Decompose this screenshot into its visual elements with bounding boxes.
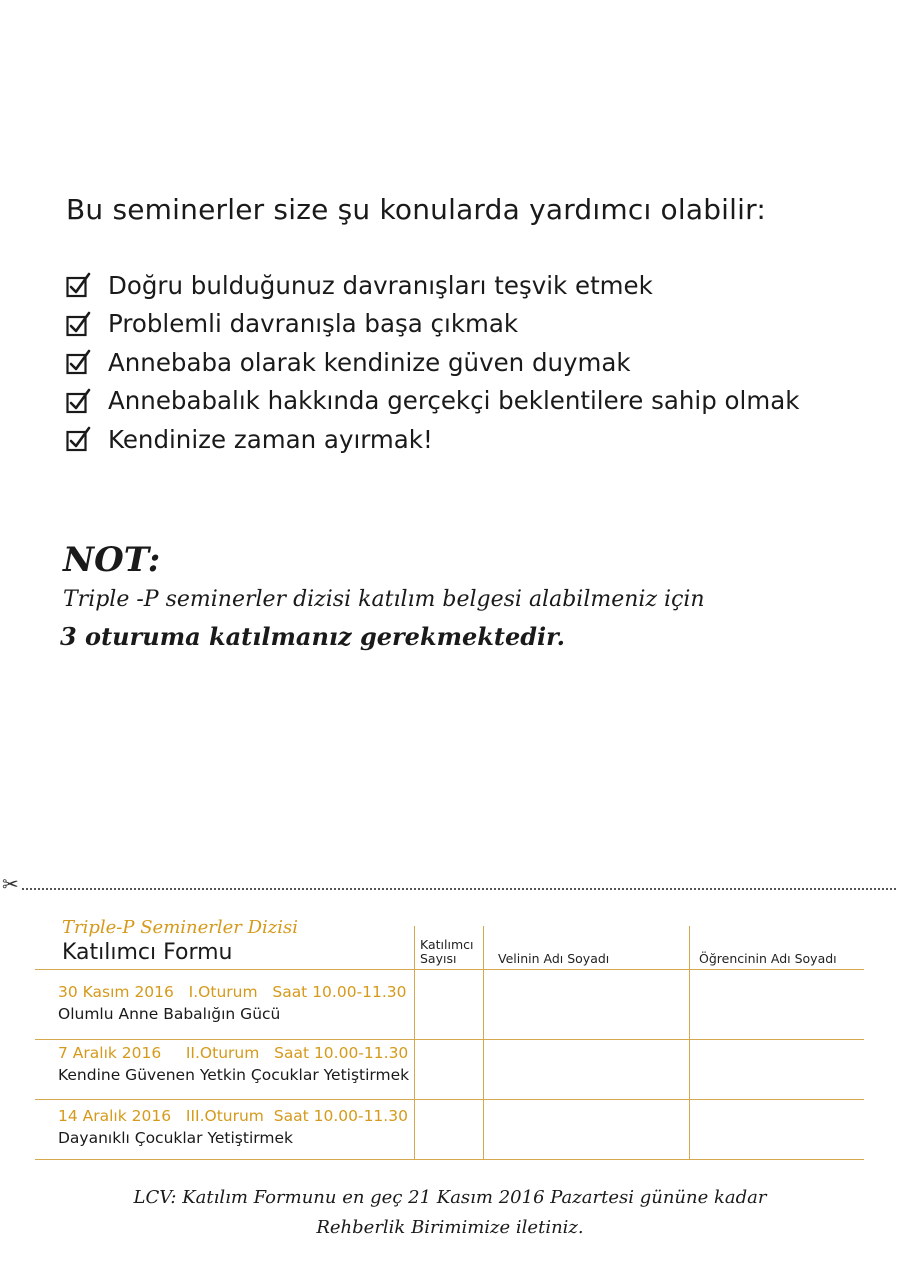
session-title: Kendine Güvenen Yetkin Çocuklar Yetiştirmek bbox=[58, 1066, 410, 1084]
checkbox-checked-icon bbox=[66, 272, 92, 298]
cut-line bbox=[22, 888, 896, 890]
form-title: Katılımcı Formu bbox=[62, 940, 233, 965]
benefits-list bbox=[66, 266, 799, 459]
session-title: Dayanıklı Çocuklar Yetiştirmek bbox=[58, 1129, 293, 1147]
note-emphasis: 3 oturuma katılmanız gerekmektedir. bbox=[60, 622, 565, 651]
header-count-line1: Katılımcı bbox=[420, 937, 474, 952]
intro-heading: Bu seminerler size şu konularda yardımcı olabilir: bbox=[66, 193, 766, 226]
table-rule bbox=[35, 1039, 864, 1040]
note-title: NOT: bbox=[63, 540, 161, 580]
rsvp-note bbox=[0, 1183, 900, 1243]
session-meta: 7 Aralık 2016 II.Oturum Saat 10.00-11.30 bbox=[58, 1044, 409, 1062]
benefit-text: Kendinize zaman ayırmak! bbox=[108, 424, 433, 454]
table-rule bbox=[35, 969, 864, 970]
checkbox-checked-icon bbox=[66, 426, 92, 452]
header-count-line2: Sayısı bbox=[420, 951, 457, 966]
table-row bbox=[58, 1107, 408, 1147]
benefit-text: Annebabalık hakkında gerçekçi beklentilere sahip olmak bbox=[108, 386, 800, 416]
session-meta: 30 Kasım 2016 I.Oturum Saat 10.00-11.30 bbox=[58, 983, 407, 1001]
benefit-text: Problemli davranışla başa çıkmak bbox=[108, 309, 519, 339]
checkbox-checked-icon bbox=[66, 349, 92, 375]
benefit-text: Annebaba olarak kendinize güven duymak bbox=[108, 347, 631, 377]
table-column-divider bbox=[689, 926, 690, 1160]
benefit-item bbox=[66, 266, 799, 305]
checkbox-checked-icon bbox=[66, 311, 92, 337]
scissors-icon: ✂ bbox=[2, 872, 19, 896]
session-title: Olumlu Anne Babalığın Gücü bbox=[58, 1005, 281, 1023]
header-student-name: Öğrencinin Adı Soyadı bbox=[699, 951, 837, 966]
benefit-item bbox=[66, 343, 799, 382]
table-row bbox=[58, 983, 407, 1023]
checkbox-checked-icon bbox=[66, 388, 92, 414]
header-parent-name: Velinin Adı Soyadı bbox=[498, 951, 610, 966]
table-column-divider bbox=[483, 926, 484, 1160]
table-column-divider bbox=[414, 926, 415, 1160]
header-participant-count bbox=[420, 938, 473, 966]
rsvp-line2: Rehberlik Birimimize iletiniz. bbox=[316, 1217, 584, 1238]
benefit-item bbox=[66, 420, 799, 459]
benefit-item bbox=[66, 305, 799, 344]
table-row bbox=[58, 1044, 409, 1084]
table-rule bbox=[35, 1099, 864, 1100]
benefit-item bbox=[66, 382, 799, 421]
rsvp-line1: LCV: Katılım Formunu en geç 21 Kasım 2016 Pazartesi gününe kadar bbox=[133, 1187, 767, 1208]
form-series-title: Triple-P Seminerler Dizisi bbox=[62, 917, 299, 938]
table-rule bbox=[35, 1159, 864, 1160]
benefit-text: Doğru bulduğunuz davranışları teşvik etmek bbox=[108, 270, 653, 300]
note-text: Triple -P seminerler dizisi katılım belgesi alabilmeniz için bbox=[63, 587, 705, 612]
session-meta: 14 Aralık 2016 III.Oturum Saat 10.00-11.30 bbox=[58, 1107, 408, 1125]
